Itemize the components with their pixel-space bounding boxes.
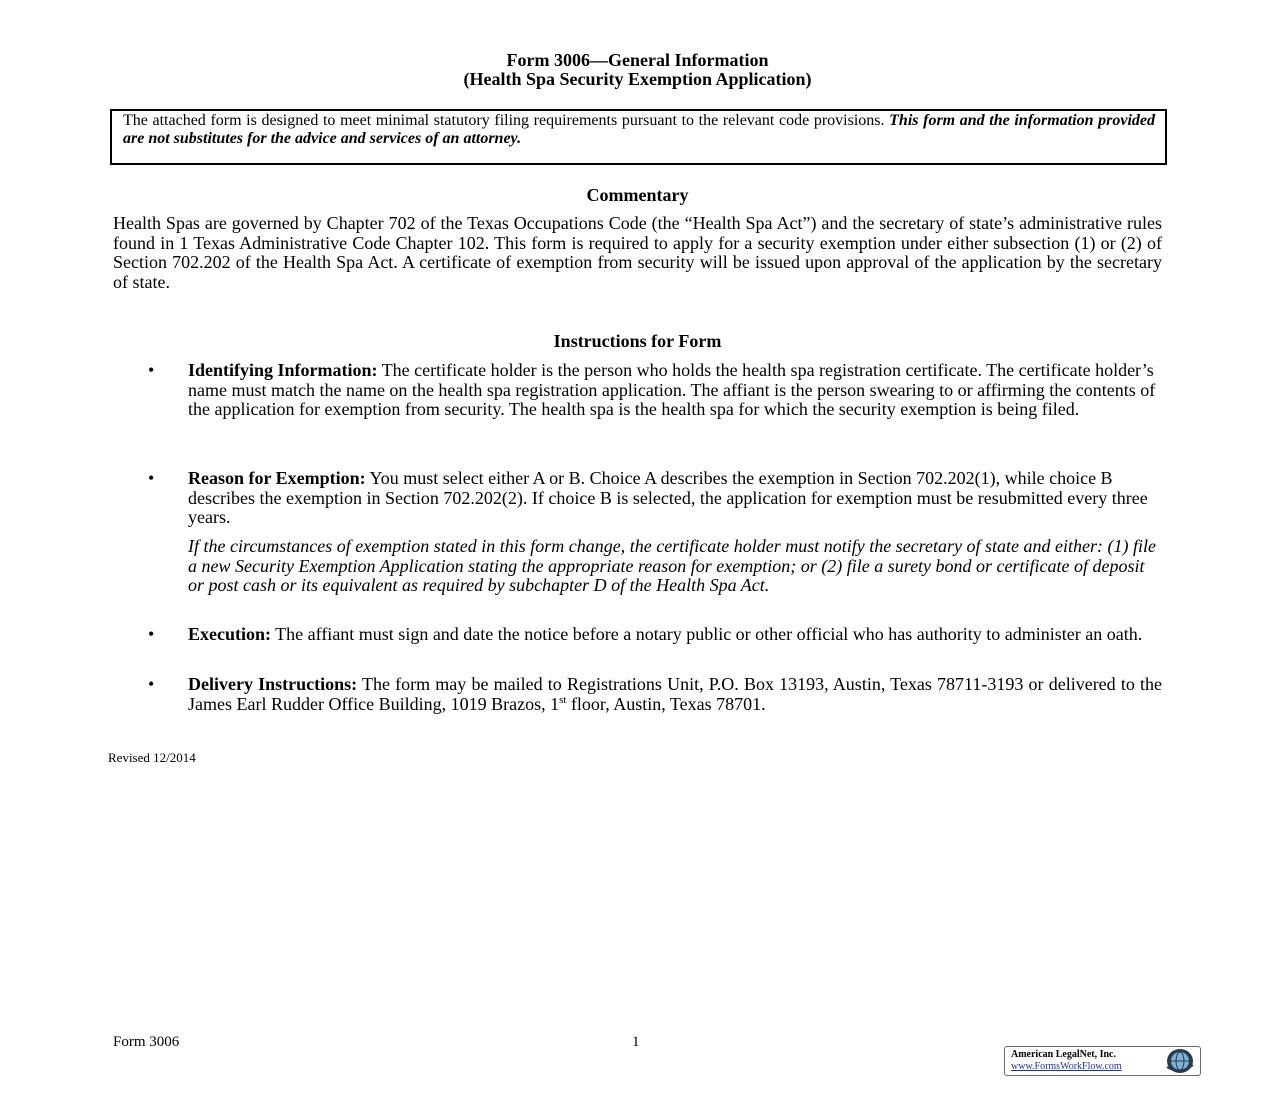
instruction-text: The certificate holder is the person who holds the health spa registration certificate. The certificate holder’s name must match the name on the health spa registration application. The affiant is the person swearing to or affirming the contents of the application for exemption from security. The health spa is the health spa for which the security exemption is being filed. bbox=[188, 360, 1156, 420]
instruction-text-continued: floor, Austin, Texas 78701. bbox=[566, 693, 766, 714]
commentary-text: Health Spas are governed by Chapter 702 of the Texas Occupations Code (the “Health Spa Act”) and the secretary of state’s administrative rules found in 1 Texas Administrative Code Chapter 102. This form is required to apply for a security exemption under either subsection (1) or (2) of Section 702.202 of the Health Spa Act. A certificate of exemption from security will be issued upon approval of the application by the secretary of state. bbox=[113, 213, 1162, 292]
instruction-delivery-instructions bbox=[148, 674, 1162, 714]
instruction-label: Identifying Information: bbox=[188, 360, 378, 380]
instruction-label: Delivery Instructions: bbox=[188, 674, 358, 694]
page-number: 1 bbox=[632, 1034, 640, 1050]
notice-text: The attached form is designed to meet minimal statutory filing requirements pursuant to the relevant code provisions. bbox=[123, 112, 890, 129]
instruction-exemption-note: If the circumstances of exemption stated in this form change, the certificate holder must notify the secretary of state and either: (1) file a new Security Exemption Application stating the appropriate reason for exemption; or (2) file a surety bond or certificate of deposit or post cash or its equivalent as required by subchapter D of the Health Spa Act. bbox=[188, 536, 1156, 596]
globe-logo-icon bbox=[1163, 1048, 1197, 1074]
notice-emphasis: This form and the information provided are not substitutes for the advice and services of an attorney. bbox=[123, 112, 1156, 147]
instruction-reason-for-exemption bbox=[148, 468, 1162, 528]
instruction-text: The affiant must sign and date the notice before a notary public or other official who has authority to administer an oath. bbox=[271, 624, 1143, 644]
revision-date: Revised 12/2014 bbox=[108, 750, 196, 765]
bullet-icon: • bbox=[148, 624, 155, 644]
brand-link[interactable]: www.FormsWorkFlow.com bbox=[1011, 1061, 1122, 1072]
form-subtitle: (Health Spa Security Exemption Application) bbox=[463, 69, 812, 89]
form-title: Form 3006—General Information bbox=[506, 50, 769, 70]
instruction-execution bbox=[148, 624, 1162, 645]
instruction-label: Execution: bbox=[188, 624, 271, 644]
commentary-heading: Commentary bbox=[586, 185, 689, 205]
ordinal-superscript: st bbox=[559, 693, 567, 706]
bullet-icon: • bbox=[148, 360, 155, 380]
instruction-text: You must select either A or B. Choice A describes the exemption in Section 702.202(1), while choice B describes the exemption in Section 702.202(2). If choice B is selected, the application for exemption must be resubmitted every three years. bbox=[188, 468, 1148, 528]
bullet-icon: • bbox=[148, 674, 155, 694]
instructions-heading: Instructions for Form bbox=[553, 331, 722, 351]
notice-box bbox=[110, 109, 1167, 165]
instruction-identifying-information bbox=[148, 360, 1162, 420]
instruction-label: Reason for Exemption: bbox=[188, 468, 366, 488]
brand-name: American LegalNet, Inc. bbox=[1011, 1049, 1116, 1060]
footer-form-label: Form 3006 bbox=[113, 1034, 180, 1050]
bullet-icon: • bbox=[148, 468, 155, 488]
brand-badge[interactable] bbox=[1004, 1046, 1201, 1076]
instruction-text: The form may be mailed to Registrations Unit, P.O. Box 13193, Austin, Texas 78711-3193 or delivered to the James Earl Rudder Office Building, 1019 Brazos, 1 bbox=[188, 674, 1162, 714]
